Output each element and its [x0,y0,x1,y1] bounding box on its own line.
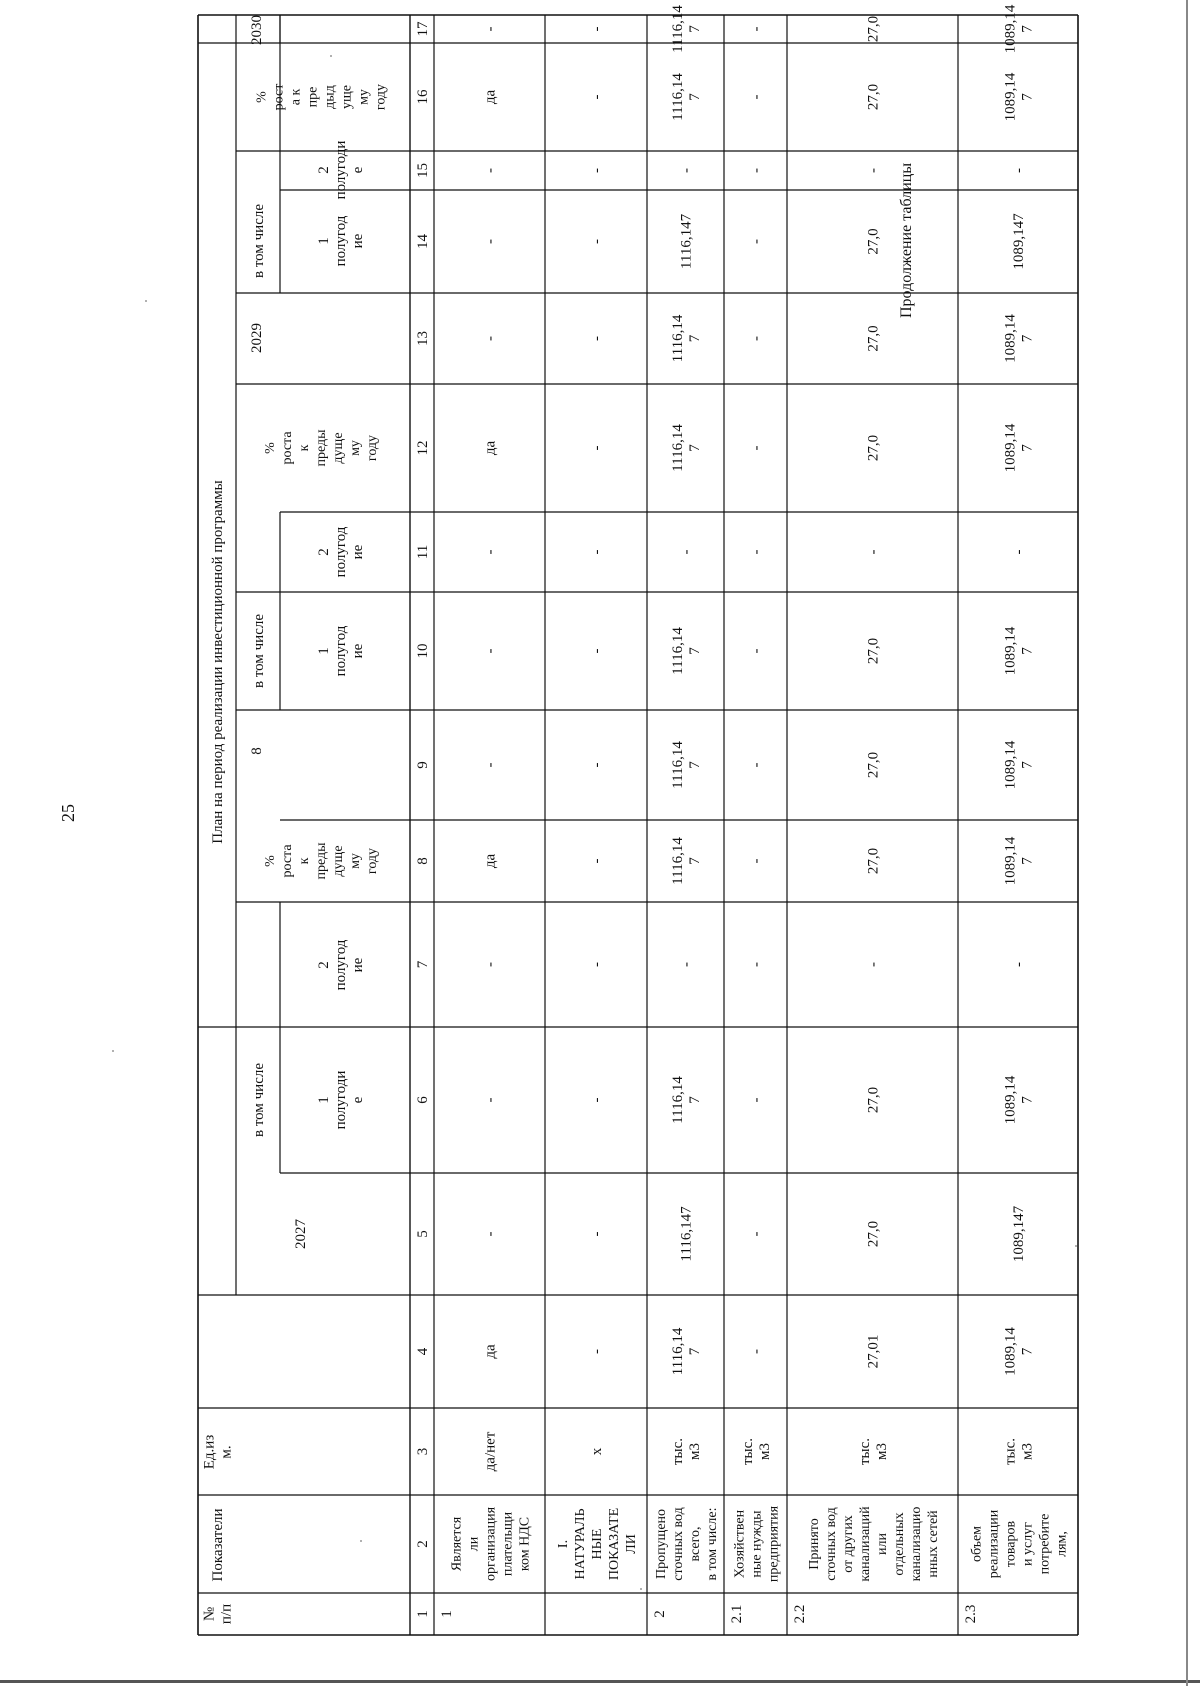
row-value: 1089,147 [1002,423,1036,473]
row-value: 1116,147 [670,627,703,675]
row-value: 1089,147 [1002,626,1036,676]
row-value: 27,0 [865,847,882,875]
header-plan: План на период реализации инвестиционной программы [210,480,226,844]
row-value: 27,0 [865,434,882,462]
row-value: - [589,648,605,654]
row-value: 27,0 [865,325,882,352]
row-number: 2 [652,1610,668,1618]
header-unit: Ед.изм. [201,1434,235,1470]
row-value: 1116,147 [670,1076,703,1124]
row-value: - [589,168,605,173]
row-value: 1116,147 [670,424,703,472]
row-value: 1089,147 [1002,314,1036,363]
row-value: 1089,147 [1002,836,1036,886]
column-number: 15 [415,163,431,178]
row-name: объем реализации товаров и услуг потребите лям, [969,1509,1070,1579]
scan-speck [360,1540,362,1542]
row-name: I. НАТУРАЛЬ НЫЕ ПОКАЗАТЕ ЛИ [556,1507,639,1581]
column-number: 17 [415,21,431,37]
row-unit: тыс.м3 [670,1437,703,1466]
row-value: - [1011,549,1027,555]
row-unit: да/нет [482,1431,499,1472]
column-number: 2 [415,1540,431,1548]
column-number: 7 [415,960,431,969]
column-number: 5 [415,1230,431,1238]
row-value: - [482,648,499,654]
row-value: - [589,26,605,32]
header-half-1: 1полугодие [316,1070,366,1130]
header-half-2: 2полугодие [316,526,366,578]
header-year-8: 8 [249,747,265,755]
row-value: - [482,1097,499,1103]
header-in-number: в том числе [251,1062,267,1138]
scan-edge [0,1680,1200,1683]
row-value: - [748,549,765,555]
header-indicators: Показатели [210,1508,226,1582]
row-value: 1116,147 [670,5,703,53]
column-number: 3 [415,1447,431,1456]
row-value: 27,0 [865,1220,882,1248]
row-value: - [482,962,499,967]
row-value: - [482,762,499,768]
header-half-1: 1полугодие [316,625,366,677]
header-growth: % рост а к пре дыд уще му году [254,83,389,111]
row-value: - [748,648,765,654]
row-value: да [482,440,499,456]
row-value: - [589,1231,605,1237]
row-value: - [589,239,605,244]
column-number: 14 [415,234,431,249]
row-value: 1089,147 [1002,4,1036,54]
row-value: - [589,1349,605,1354]
row-value: - [748,762,765,768]
row-value: - [748,336,765,341]
column-number: 4 [415,1347,431,1356]
column-number: 13 [415,331,431,346]
row-value: - [748,445,765,451]
row-value: 1116,147 [670,314,703,363]
header-half-2: 2полугодие [316,939,366,991]
scan-edge [1186,0,1188,1686]
column-number: 8 [415,857,431,865]
row-value: 1116,147 [678,213,695,270]
row-value: 1116,147 [670,837,703,885]
row-value: - [865,168,882,173]
row-value: - [1011,962,1027,967]
row-value: - [678,962,695,967]
row-unit: тыс.м3 [857,1437,890,1466]
row-value: 1116,147 [678,1206,695,1262]
row-value: - [589,858,605,864]
row-value: - [748,858,765,864]
row-value: - [482,168,499,173]
row-number: 1 [439,1610,455,1618]
row-value: 27,0 [865,637,882,665]
row-unit: тыс.м3 [1002,1437,1036,1466]
row-value: 1116,147 [670,73,703,121]
row-value: - [678,168,695,173]
header-half-1: 1полугодие [316,215,366,267]
header-in-number: в том числе [251,203,267,279]
row-value: - [589,94,605,100]
column-number: 9 [415,761,431,769]
row-value: 27,0 [865,751,882,779]
row-value: - [482,239,499,244]
row-value: - [482,1231,499,1237]
header-year-2030: 2030 [249,15,265,45]
row-value: - [748,1097,765,1103]
row-value: 1116,147 [670,1327,703,1376]
scan-speck [1075,1245,1077,1247]
row-value: - [748,239,765,244]
row-number: 2.1 [729,1604,745,1624]
row-unit: x [589,1447,605,1456]
scan-speck [330,55,332,57]
header-num: №п/п [201,1603,235,1625]
row-value: да [482,853,499,869]
row-value: 1089,147 [1011,1205,1027,1263]
page-number: 25 [58,804,78,822]
column-number: 10 [415,643,431,659]
row-unit: тыс.м3 [740,1437,773,1466]
row-value: 27,0 [865,228,882,255]
row-number: 2.2 [792,1604,808,1624]
row-value: - [589,336,605,341]
column-number: 12 [415,440,431,456]
header-growth: % роста к преды дуще му году [263,429,380,467]
header-half-2: 2полугодие [316,140,366,200]
column-number: 6 [415,1096,431,1104]
row-value: - [748,26,765,32]
row-name: Является ли организация плательщи ком НДС [449,1506,533,1582]
row-value: 27,0 [865,83,882,111]
continuation-note: Продолжение таблицы [898,162,915,318]
row-value: - [748,168,765,173]
row-value: - [678,549,695,555]
row-value: - [589,962,605,967]
row-value: - [748,962,765,967]
scan-speck [112,1050,114,1052]
row-value: 1089,147 [1002,740,1036,790]
row-value: да [482,89,499,105]
header-in-number: в том числе [251,613,267,689]
row-value: 1089,147 [1011,213,1027,270]
row-value: - [1011,168,1027,173]
column-number: 1 [415,1610,431,1618]
row-value: - [748,1349,765,1354]
row-value: 1089,147 [1002,1327,1036,1376]
row-value: - [589,1097,605,1103]
row-value: - [482,26,499,32]
row-value: - [589,762,605,768]
row-value: - [748,94,765,100]
row-value: - [482,336,499,341]
row-value: - [865,549,882,555]
row-value: да [482,1344,499,1359]
row-name: Принято сточных вод от других канализаций или отдельных канализацио нных сетей [807,1506,941,1582]
row-value: 27,0 [865,15,882,43]
row-value: - [482,549,499,555]
table-text [202,4,1070,1624]
row-value: 1116,147 [670,741,703,789]
row-value: - [748,1231,765,1237]
row-name: Хозяйствен ные нужды предприятия [732,1505,782,1583]
scan-speck [640,1588,642,1590]
row-number: 2.3 [963,1604,979,1624]
header-year-2029: 2029 [249,323,265,353]
header-year-2027: 2027 [293,1219,309,1249]
column-number: 16 [415,89,431,105]
row-value: - [589,445,605,451]
row-value: 27,0 [865,1086,882,1114]
row-value: 1089,147 [1002,1075,1036,1125]
row-name: Пропущено сточных вод всего, в том числе: [654,1507,720,1581]
scan-speck [145,300,147,302]
row-value: 1089,147 [1002,72,1036,122]
header-growth: % роста к преды дуще му году [263,842,380,880]
row-value: - [865,962,882,967]
table-grid [198,15,1078,1635]
column-number: 11 [415,544,431,560]
row-value: 27,01 [865,1334,882,1369]
row-value: - [589,549,605,555]
